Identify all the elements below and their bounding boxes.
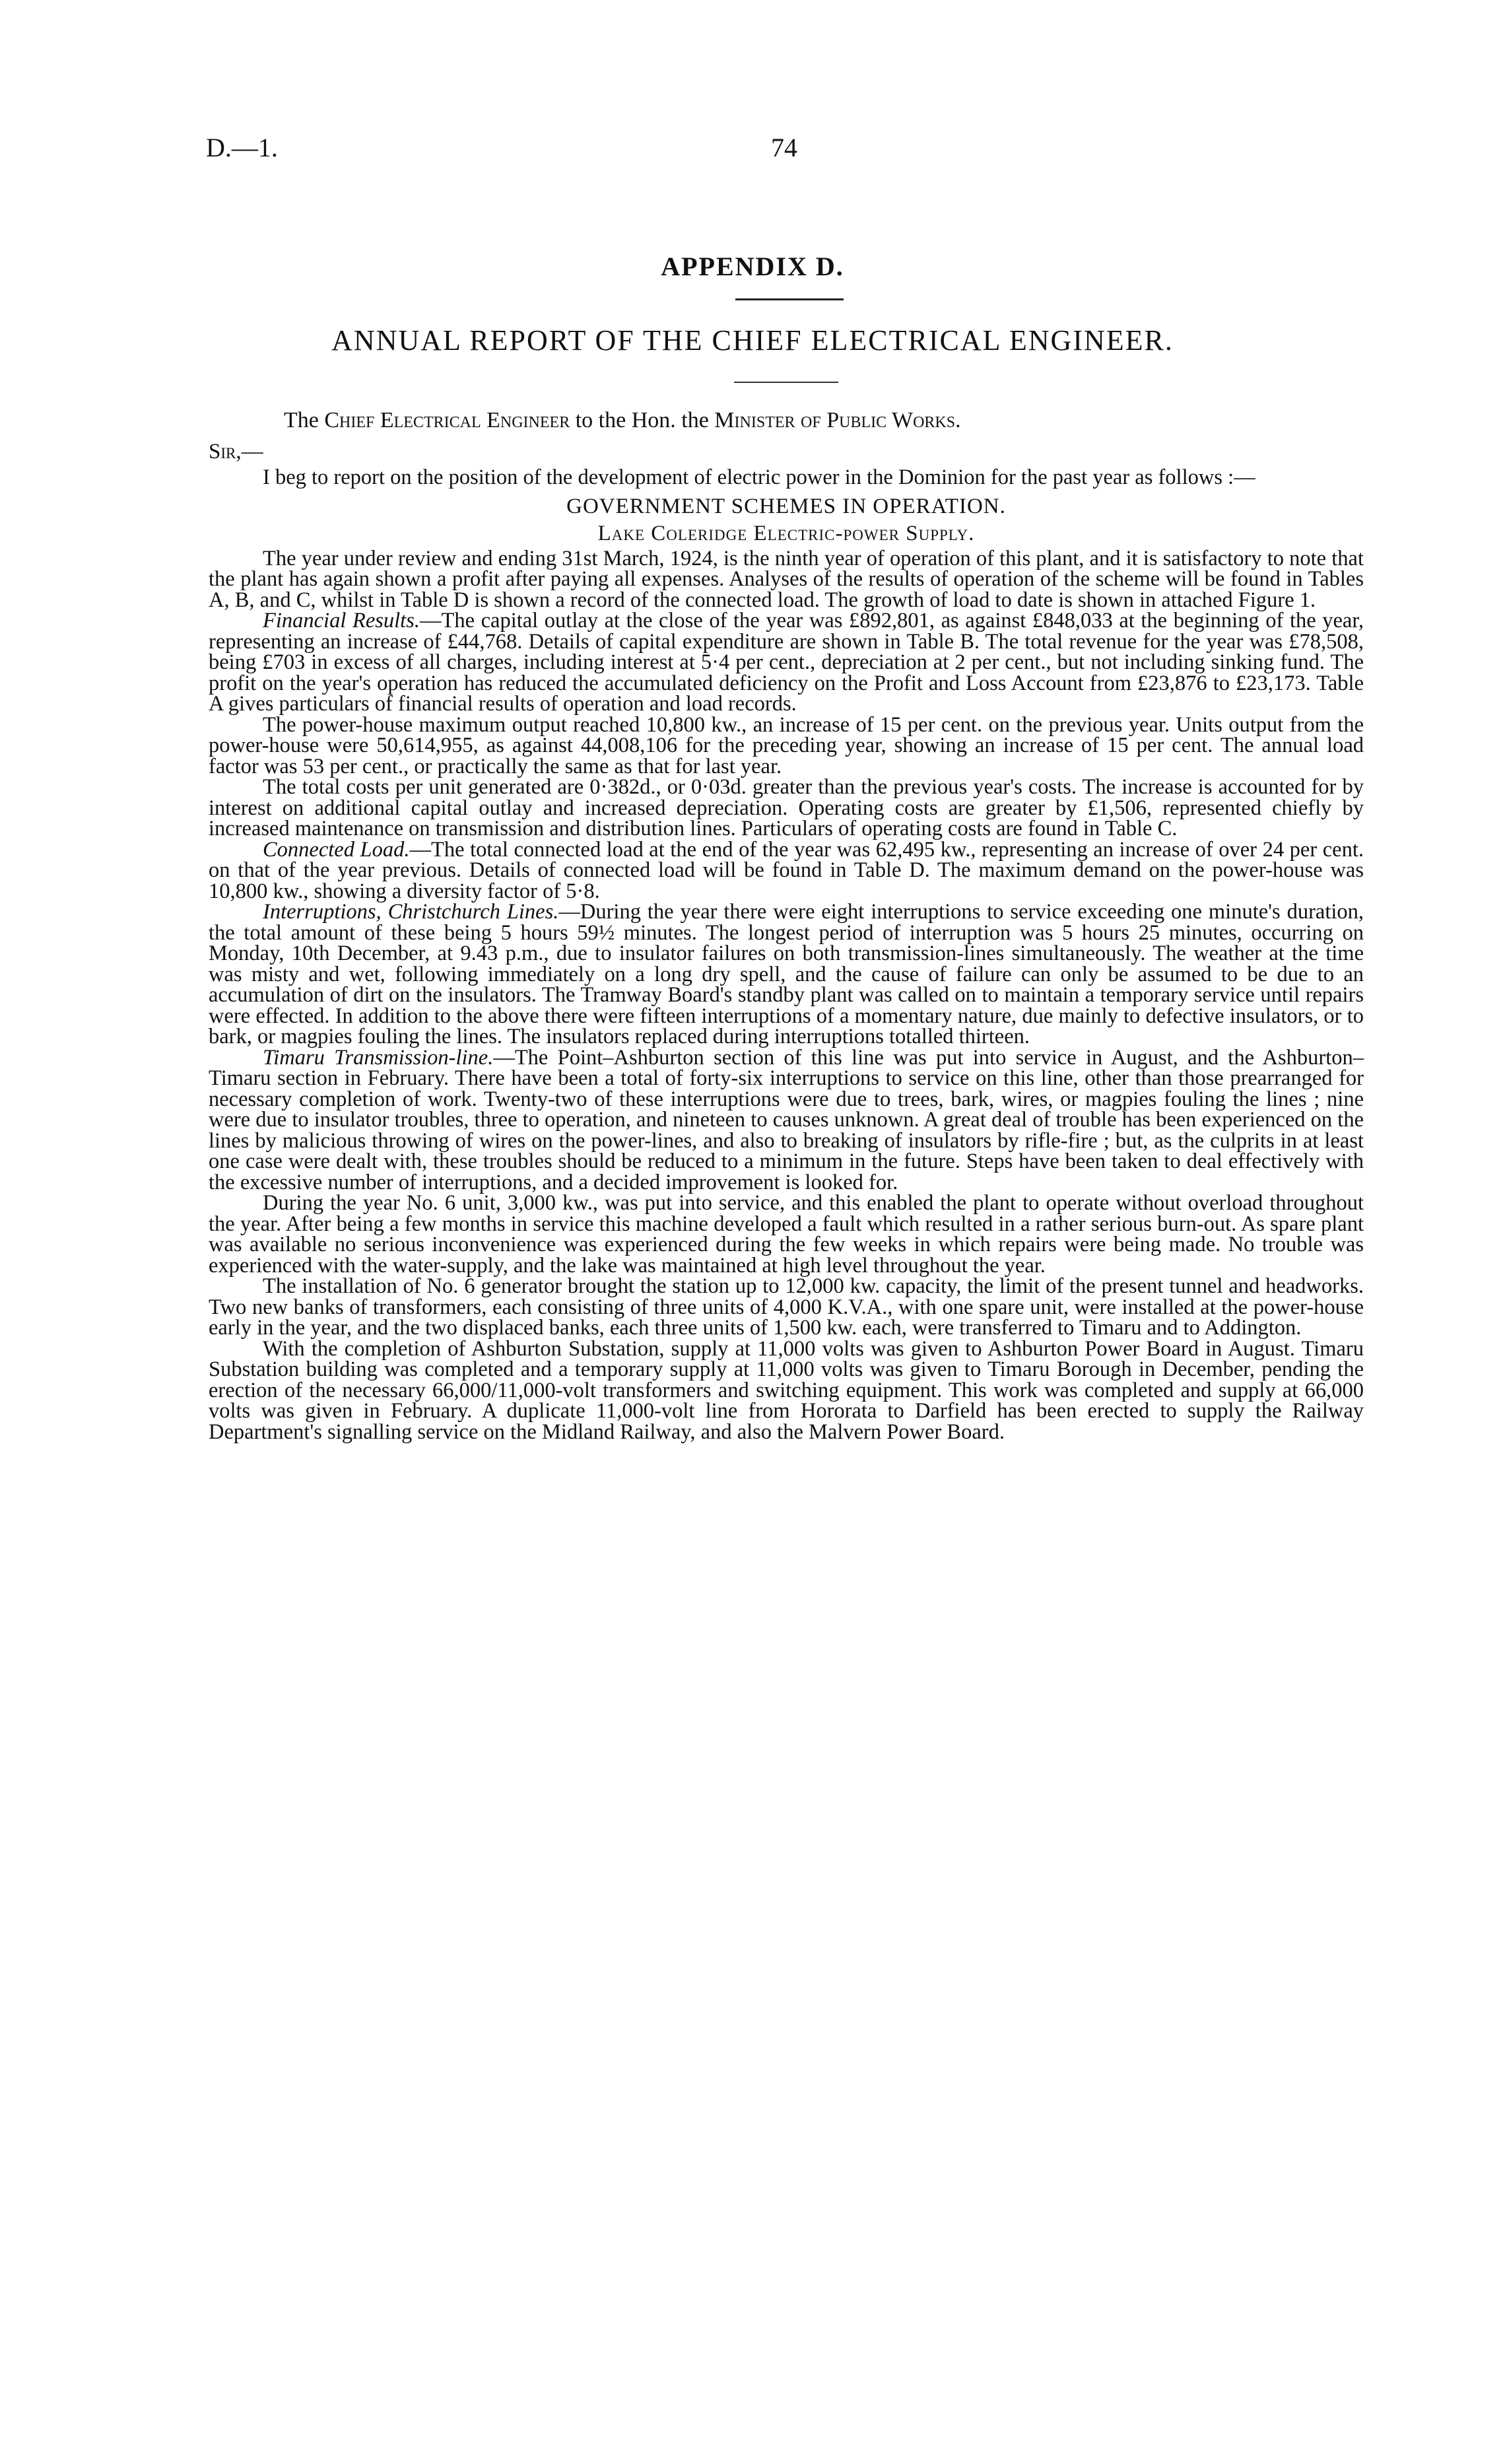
address-part: to the Hon. the [570,408,715,432]
paragraph-interruptions [209,902,1364,1048]
paragraph: During the year No. 6 unit, 3,000 kw., was put into service, and this enabled the plant to operate without overload throughout the year. After being a few months in service this machine developed a fault which resulted in a rather serious burn-out. As spare plant was available no serious inconvenience was experienced during the few weeks in which repairs were being made. No trouble was experienced with the water-supply, and the lake was maintained at high level throughout the year. [209,1191,1364,1278]
paragraph-text: —The capital outlay at the close of the year was £892,801, as against £848,033 at the beginning of the year, representing an increase of £44,768. Details of capital expenditure are shown in Table B. The total revenue for the year was £78,508, being £703 in excess of all charges, including interest at 5·4 per cent., depreciation at 2 per cent., but not including sinking fund. The profit on the year's operation has reduced the accumulated deficiency on the Profit and Loss Account from £23,876 to £23,173. Table A gives particulars of financial results of operation and load records. [209,609,1364,716]
address-line [284,408,961,433]
report-title: ANNUAL REPORT OF THE CHIEF ELECTRICAL ENGINEER. [331,324,1174,357]
paragraph: With the completion of Ashburton Substation, supply at 11,000 volts was given to Ashburton Power Board in August. Timaru Substation building was completed and a temporary supply at 11,000 volts was given to Timaru Borough in December, pending the erection of the necessary 66,000/11,000-volt transformers and switching equipment. This work was completed and supply at 66,000 volts was given in February. A duplicate 11,000-volt line from Hororata to Darfield has been erected to supply the Railway Department's signalling service on the Midland Railway, and also the Malvern Power Board. [209,1336,1364,1444]
paragraph: The installation of No. 6 generator brought the station up to 12,000 kw. capacity, the limit of the present tunnel and headworks. Two new banks of transformers, each consisting of three units of 4,000 K.V.A., with one spare unit, were installed at the power-house early in the year, and the two displaced banks, each three units of 1,500 kw. each, were transferred to Timaru and to Addington. [209,1274,1364,1340]
paragraph: The power-house maximum output reached 10,800 kw., an increase of 15 per cent. on the previous year. Units output from the power-house were 50,614,955, as against 44,008,106 for the preceding year, showing an increase of 15 per cent. The annual load factor was 53 per cent., or practically the same as that for last year. [209,712,1364,778]
paragraph-lead: Connected Load. [263,837,410,862]
document-id: D.—1. [206,133,278,162]
paragraph: The year under review and ending 31st March, 1924, is the ninth year of operation of this plant, and it is satisfactory to note that the plant has again shown a profit after paying all expenses. Analyses of the results of operation of the scheme will be found in Tables A, B, and C, whilst in Table D is shown a record of the connected load. The growth of load to date is shown in attached Figure 1. [209,546,1364,612]
title-rule-short [734,382,838,383]
appendix-title: APPENDIX D. [661,252,844,281]
salutation: Sir,— [209,440,263,463]
subsection-heading: Lake Coleridge Electric-power Supply. [597,522,975,545]
paragraph-lead: Financial Results. [263,609,420,633]
sender-title: Chief Electrical Engineer [324,408,570,432]
paragraph-connected-load [209,837,1364,903]
paragraph-lead: Interruptions, Christchurch Lines. [263,900,559,924]
paragraph-text: —During the year there were eight interruptions to service exceeding one minute's duration, the total amount of these being 5 hours 59½ minutes. The longest period of interruption was 5 hours 25 minutes, occurring on Monday, 10th December, at 9.43 p.m., due to insulator failures on both transmission-lines simultaneously. The weather at the time was misty and wet, following immediately on a long dry spell, and the cause of failure can only be assumed to be due to an accumulation of dirt on the insulators. The Tramway Board's standby plant was called on to maintain a temporary service until repairs were effected. In addition to the above there were fifteen interruptions of a momentary nature, due mainly to defective insulators, or to bark, or magpies fouling the lines. The insulators replaced during interruptions totalled thirteen. [209,900,1364,1048]
address-part: The [284,408,325,432]
address-part: . [955,408,961,432]
paragraph-timaru-line [209,1045,1364,1194]
paragraph-text: —The total connected load at the end of the year was 62,495 kw., representing an increase of over 24 per cent. on that of the year previous. Details of connected load will be found in Table D. The maximum demand on the power-house was 10,800 kw., showing a diversity factor of 5·8. [209,837,1364,903]
intro-paragraph: I beg to report on the position of the development of electric power in the Dominion for the past year as follows :— [263,465,1255,489]
paragraph-financial-results [209,611,1364,715]
recipient-title: Minister of Public Works [714,408,956,432]
section-heading: GOVERNMENT SCHEMES IN OPERATION. [566,494,1006,518]
report-body [209,467,1364,1443]
paragraph: The total costs per unit generated are 0·382d., or 0·03d. greater than the previous year's costs. The increase is accounted for by interest on additional capital outlay and increased depreciation. Operating costs are greater by £1,506, represented chiefly by increased maintenance on transmission and distribution lines. Particulars of operating costs are found in Table C. [209,775,1364,840]
paragraph-text: —The Point–Ashburton section of this line was put into service in August, and the Ashburton–Timaru section in February. There have been a total of forty-six interruptions to service on this line, other than those prearranged for necessary completion of work. Twenty-two of these interruptions were due to trees, bark, wires, or magpies fouling the lines ; nine were due to insulator troubles, three to operation, and nineteen to causes unknown. A great deal of trouble has been experienced on the lines by malicious throwing of wires on the power-lines, and also to breaking of insulators by rifle-fire ; but, as the culprits in at least one case were dealt with, these troubles should be reduced to a minimum in the future. Steps have been taken to deal effectively with the excessive number of interruptions, and a decided improvement is looked for. [209,1045,1364,1194]
paragraph-lead: Timaru Transmission-line. [263,1045,494,1070]
page-number: 74 [771,133,797,162]
title-rule [735,298,844,300]
